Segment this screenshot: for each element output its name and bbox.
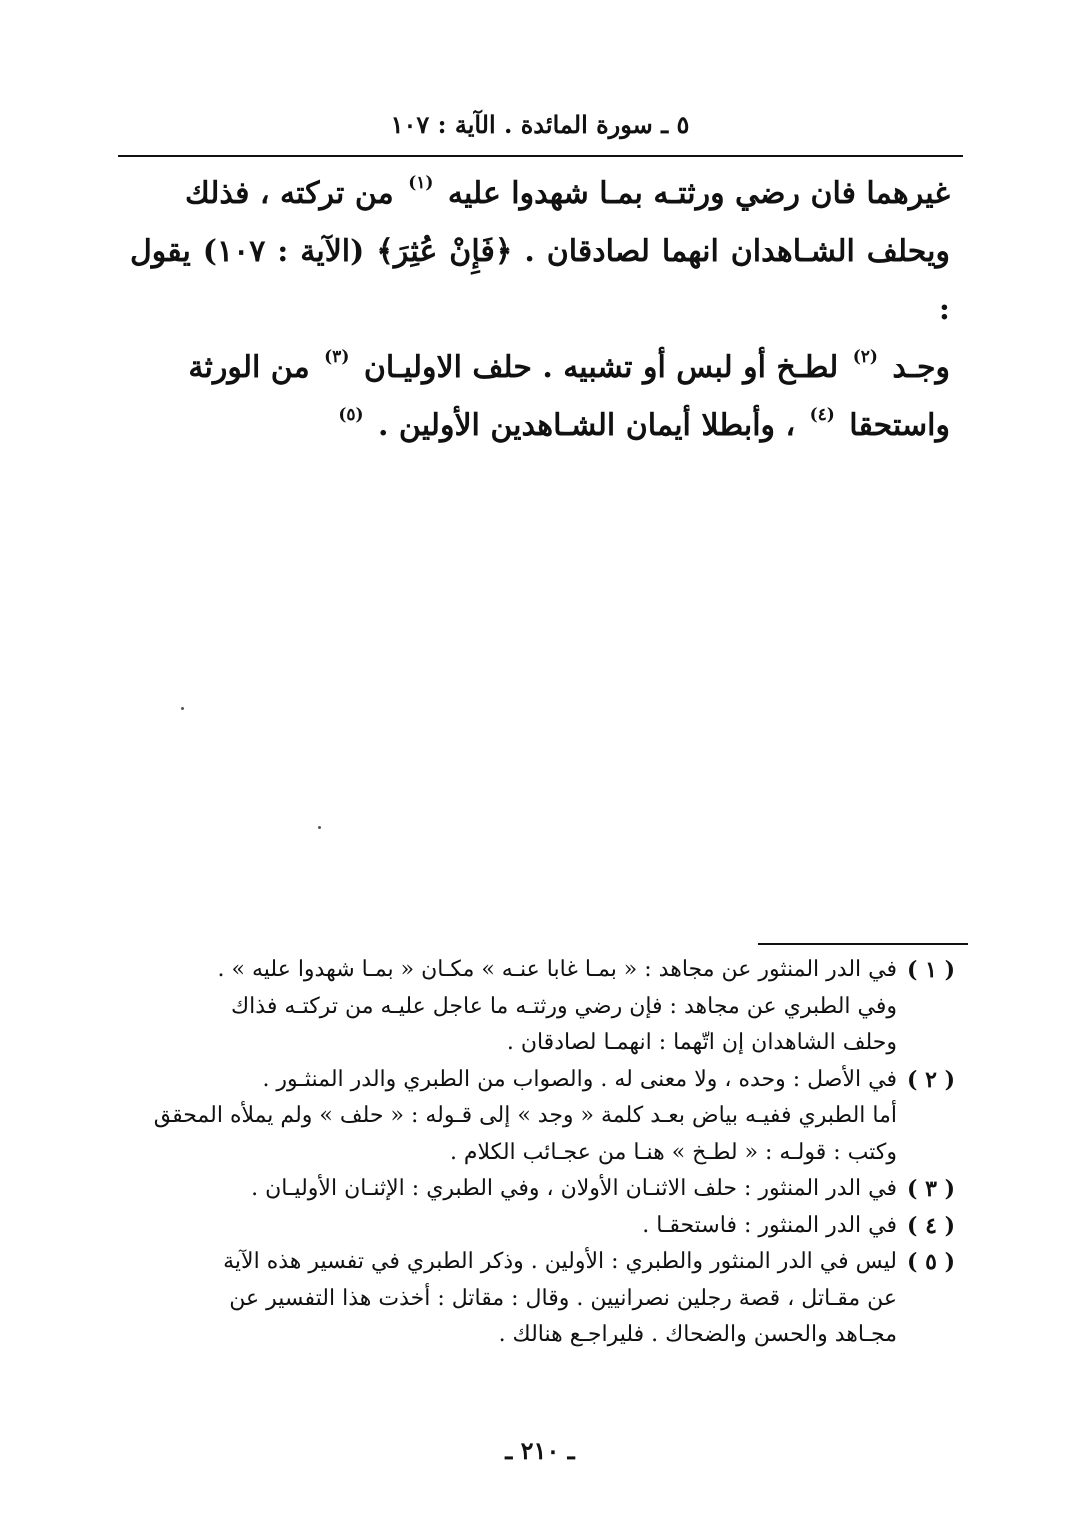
footnote-number: ( ٤ ) xyxy=(907,1212,955,1239)
footnote-4 xyxy=(128,1208,955,1245)
footnote-ref-4[interactable]: (٤) xyxy=(809,404,835,425)
text-line-2 xyxy=(130,223,950,339)
footnote-number: ( ١ ) xyxy=(907,957,955,983)
scan-speck xyxy=(181,707,184,710)
footnote-line: في الدر المنثور : حلف الاثنـان الأولان ، وفي الطبري : الإثنـان الأوليـان . xyxy=(251,1176,897,1201)
text-line-3 xyxy=(130,339,950,397)
text-segment: وجـد xyxy=(892,350,950,385)
text-segment: من الورثة xyxy=(188,350,310,385)
main-text xyxy=(130,165,950,455)
footnote-line: في الدر المنثور عن مجاهد : « بمـا غابا عنـه » مكـان « بمـا شهدوا عليه » . xyxy=(217,957,897,982)
footnote-5 xyxy=(128,1244,955,1354)
footnote-ref-2[interactable]: (٢) xyxy=(852,346,878,367)
footnote-line: في الأصل : وحده ، ولا معنى له . والصواب من الطبري والدر المنثـور . xyxy=(262,1066,897,1092)
page-number: ـ ٢١٠ ـ xyxy=(505,1436,575,1465)
footnote-line: وكتب : قولـه : « لطـخ » هنـا من عجـائب الكلام . xyxy=(449,1139,897,1165)
footnote-line: وفي الطبري عن مجاهد : فإن رضي ورثتـه ما عاجل عليـه من تركتـه فذاك xyxy=(231,993,897,1019)
footnote-3 xyxy=(128,1171,955,1208)
running-header: ٥ ـ سورة المائدة . الآية : ١٠٧ xyxy=(390,110,690,139)
footnote-line: ليس في الدر المنثور والطبري : الأولين . وذكر الطبري في تفسير هذه الآية xyxy=(223,1249,897,1274)
text-segment: لطـخ أو لبس أو تشبيه . حلف الاوليـان xyxy=(363,350,839,385)
text-segment: ويحلف الشـاهدان انهما لصادقان . ﴿فَإِنْ عُثِرَ﴾ (الآية : ١٠٧) يقول : xyxy=(130,234,950,327)
scan-speck xyxy=(318,826,321,829)
footnote-ref-5[interactable]: (٥) xyxy=(338,404,364,425)
footnote-number: ( ٥ ) xyxy=(907,1249,955,1275)
text-segment: واستحقا xyxy=(849,408,950,443)
footnote-line: أما الطبري ففيـه بياض بعـد كلمة « وجد » إلى قـوله : « حلف » ولم يملأه المحقق xyxy=(153,1103,897,1128)
footnote-line: وحلف الشاهدان إن اتّهما : انهمـا لصادقان . xyxy=(506,1030,897,1055)
footnote-2 xyxy=(128,1062,955,1172)
footnote-1 xyxy=(128,952,955,1062)
text-segment: من تركته ، فذلك xyxy=(184,176,394,211)
footnote-line: مجـاهد والحسن والضحاك . فليراجـع هنالك . xyxy=(498,1322,897,1347)
footnote-number: ( ٢ ) xyxy=(907,1066,955,1093)
footnote-number: ( ٣ ) xyxy=(907,1176,955,1202)
footnote-separator xyxy=(758,943,968,945)
header-rule xyxy=(118,155,963,157)
text-line-4 xyxy=(130,397,950,455)
text-segment: ، وأبطلا أيمان الشـاهدين الأولين . xyxy=(378,408,796,443)
footnote-ref-1[interactable]: (١) xyxy=(408,172,434,193)
footnotes xyxy=(128,952,955,1354)
text-line-1 xyxy=(130,165,950,223)
footnote-line: في الدر المنثور : فاستحقـا . xyxy=(642,1212,897,1238)
footnote-ref-3[interactable]: (٣) xyxy=(324,346,350,367)
footnote-line: عن مقـاتل ، قصة رجلين نصرانيين . وقال : مقاتل : أخذت هذا التفسير عن xyxy=(229,1285,897,1311)
text-segment: غيرهما فان رضي ورثتـه بمـا شهدوا عليه xyxy=(447,176,950,211)
